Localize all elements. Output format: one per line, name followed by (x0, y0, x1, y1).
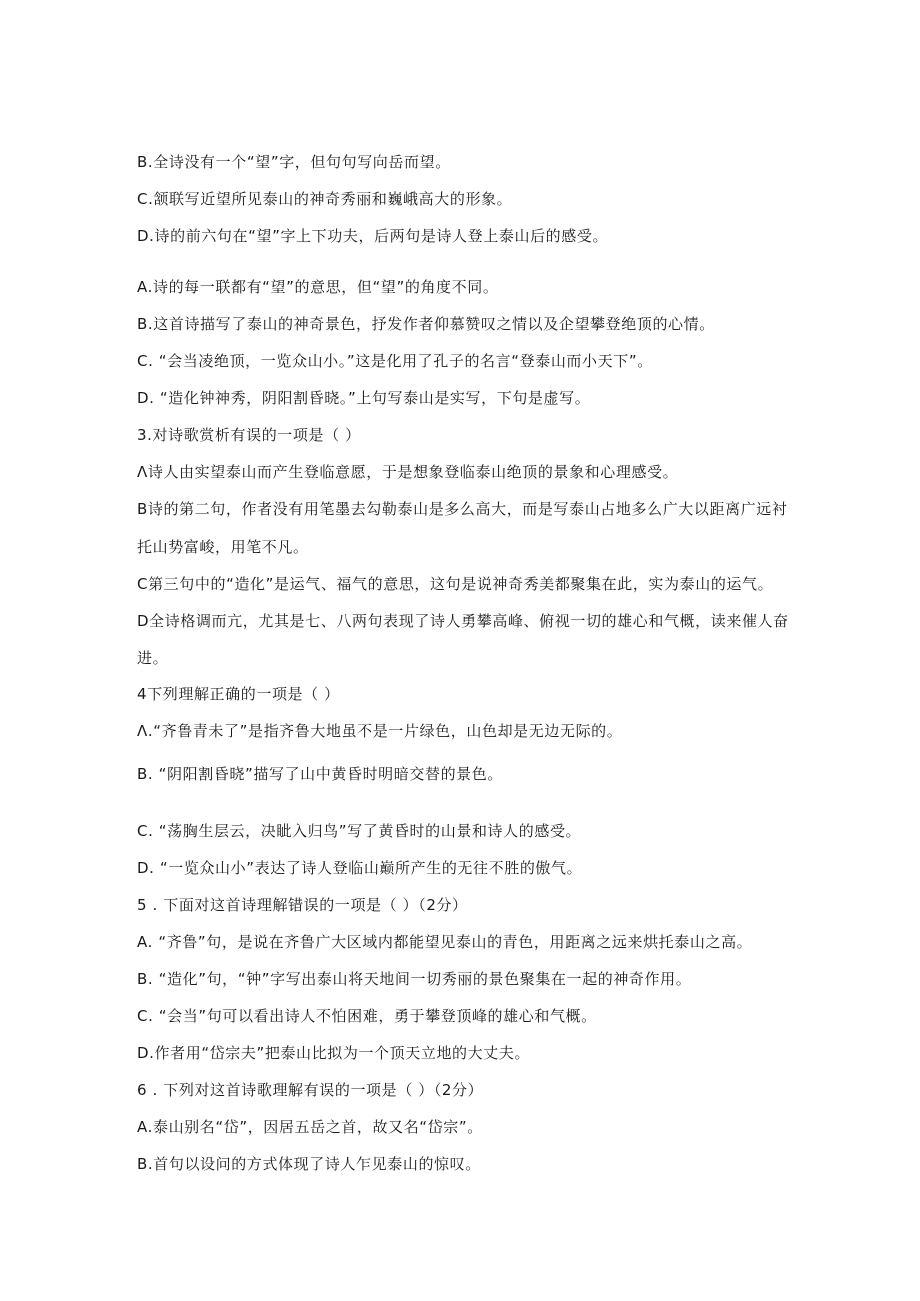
option-a-q4: Λ.“齐鲁青未了”是指齐鲁大地虽不是一片绿色，山色却是无边无际的。 (137, 722, 623, 740)
option-c-q5: C. “会当”句可以看出诗人不怕困难，勇于攀登顶峰的雄心和气概。 (137, 1007, 597, 1025)
option-c-q4: C. “荡胸生层云，决眦入归鸟”写了黄昏时的山景和诗人的感受。 (137, 822, 582, 840)
option-a-q2: A.诗的每一联都有“望”的意思，但“望”的角度不同。 (137, 278, 499, 296)
option-d-q2: D. “造化钟神秀，阴阳割昏晓。”上句写泰山是实写，下句是虚写。 (137, 389, 591, 407)
option-c-q2: C. “会当凌绝顶，一览众山小。”这是化用了孔子的名言“登泰山而小天下”。 (137, 352, 653, 370)
option-d-q4: D. “一览众山小”表达了诗人登临山巅所产生的无往不胜的傲气。 (137, 859, 583, 877)
option-d-q3-cont: 进。 (137, 649, 169, 667)
option-a-q6: A.泰山别名“岱”，因居五岳之首，故又名“岱宗”。 (137, 1118, 483, 1136)
question-6: 6 . 下列对这首诗歌理解有误的一项是（ ）（2分） (137, 1081, 484, 1099)
option-b-q2: B.这首诗描写了泰山的神奇景色，抒发作者仰慕赞叹之情以及企望攀登绝顶的心情。 (137, 315, 715, 333)
option-c-q1: C.颔联写近望所见泰山的神奇秀丽和巍峨高大的形象。 (137, 190, 513, 208)
option-b-q5: B. “造化”句，“钟”字写出泰山将天地间一切秀丽的景色聚集在一起的神奇作用。 (137, 970, 692, 988)
option-b-q3-cont: 托山势富峻，用笔不凡。 (137, 538, 309, 556)
question-3: 3.对诗歌赏析有误的一项是（ ） (137, 426, 361, 444)
option-b-q6: B.首句以设问的方式体现了诗人乍见泰山的惊叹。 (137, 1155, 481, 1173)
option-b-q3: B诗的第二句，作者没有用笔墨去勾勒泰山是多么高大，而是写泰山占地多么广大以距离广远衬 (137, 500, 788, 518)
option-b-q4: B. “阴阳割昏晓”描写了山中黄昏时明暗交替的景色。 (137, 765, 503, 783)
question-5: 5 . 下面对这首诗理解错误的一项是（ ）（2分） (137, 896, 468, 914)
option-d-q5: D.作者用“岱宗夫”把泰山比拟为一个顶天立地的大丈夫。 (137, 1044, 531, 1062)
option-b-q1: B.全诗没有一个“望”字，但句句写向岳而望。 (137, 153, 451, 171)
option-d-q3: D全诗格调而亢，尤其是七、八两句表现了诗人勇攀高峰、俯视一切的雄心和气概，读来催人奋 (137, 612, 789, 630)
question-4: 4下列理解正确的一项是（ ） (137, 685, 340, 703)
option-c-q3: C第三句中的“造化”是运气、福气的意思，这句是说神奇秀美都聚集在此，实为泰山的运气。 (137, 575, 774, 593)
option-a-q5: A. “齐鲁”句，是说在齐鲁广大区域内都能望见泰山的青色，用距离之远来烘托泰山之高。 (137, 933, 753, 951)
option-a-q3: Λ诗人由实望泰山而产生登临意愿，于是想象登临泰山绝顶的景象和心理感受。 (137, 463, 679, 481)
option-d-q1: D.诗的前六句在“望”字上下功夫，后两句是诗人登上泰山后的感受。 (137, 227, 609, 245)
